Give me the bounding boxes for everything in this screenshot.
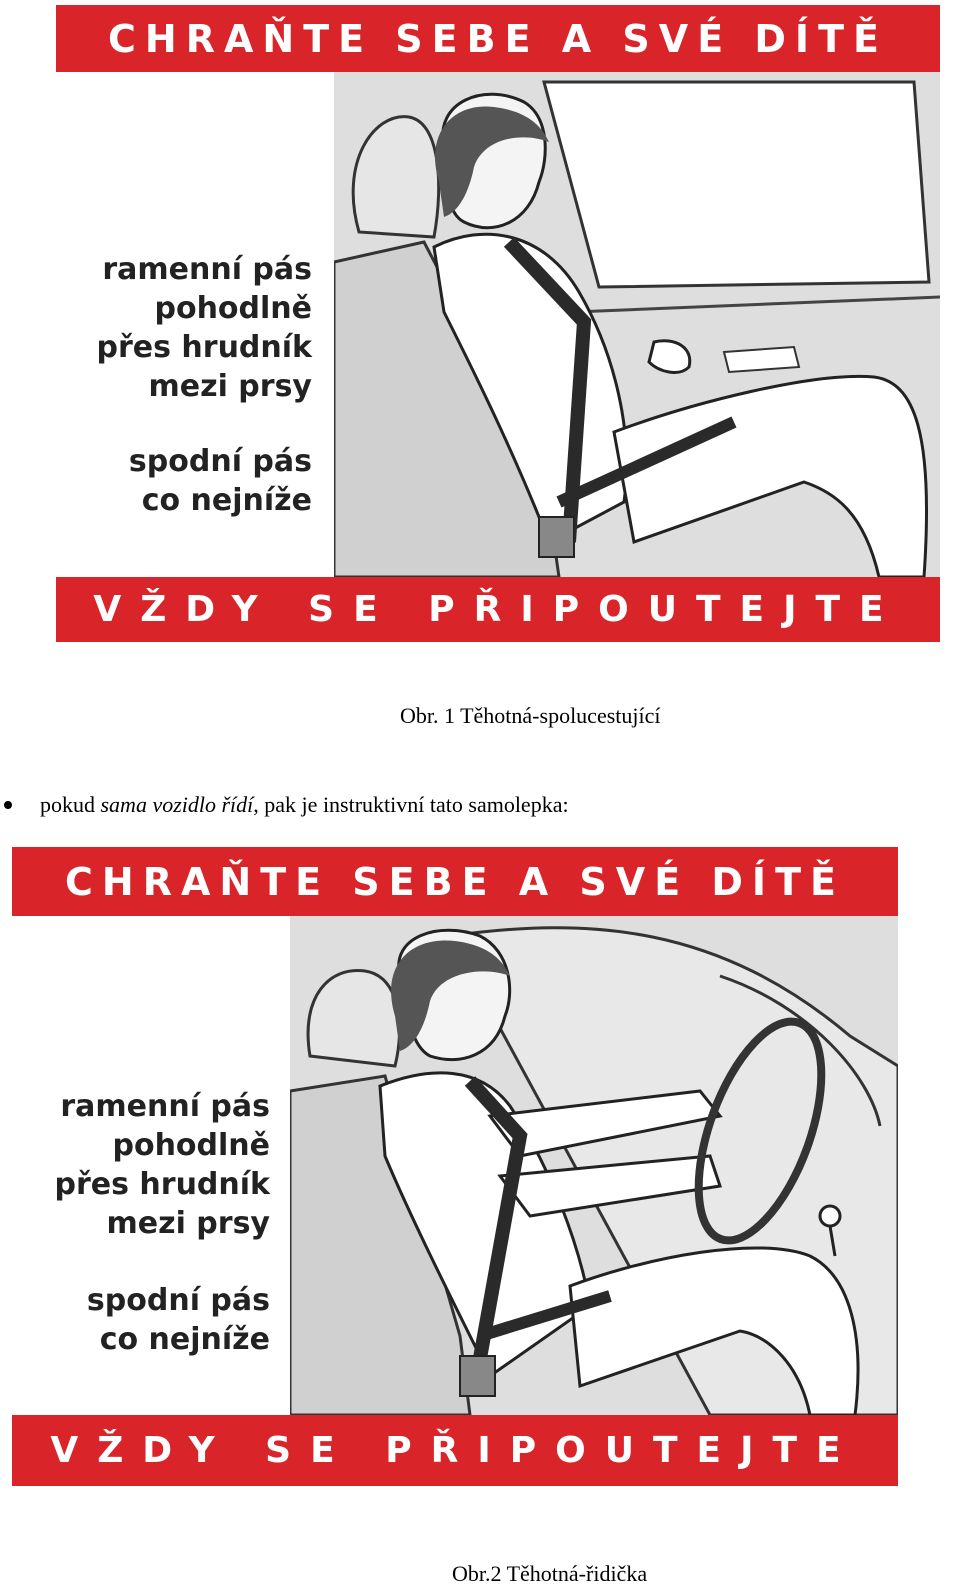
poster-driver — [12, 847, 898, 1486]
bullet-suffix: , pak je instruktivní tato samolepka: — [253, 792, 569, 817]
instruction-line: co nejníže — [99, 1322, 270, 1357]
instruction-gap — [66, 406, 312, 442]
instruction-line: pohodlně — [154, 291, 312, 326]
instruction-line: mezi prsy — [106, 1206, 270, 1241]
bullet-italic: sama vozidlo řídí — [100, 792, 254, 817]
pregnant-passenger-seatbelt-icon — [334, 72, 940, 577]
top-banner-text: CHRAŇTE SEBE A SVÉ DÍTĚ — [65, 859, 845, 904]
pregnant-driver-seatbelt-icon — [290, 916, 898, 1415]
belt-instructions — [22, 1087, 270, 1359]
top-banner — [56, 5, 940, 72]
bottom-banner-text: VŽDY SE PŘIPOUTEJTE — [50, 1430, 860, 1471]
top-banner — [12, 847, 898, 916]
bottom-banner — [56, 577, 940, 642]
instruction-line: přes hrudník — [96, 330, 312, 365]
bottom-banner — [12, 1415, 898, 1486]
poster-passenger — [56, 5, 940, 642]
instruction-line: co nejníže — [141, 483, 312, 518]
bullet-text — [40, 792, 569, 818]
instruction-line: pohodlně — [112, 1128, 270, 1163]
instruction-line: spodní pás — [128, 444, 312, 479]
belt-instructions — [66, 250, 312, 520]
bullet-icon — [4, 801, 12, 809]
instruction-line: ramenní pás — [60, 1089, 270, 1124]
top-banner-text: CHRAŇTE SEBE A SVÉ DÍTĚ — [108, 16, 888, 61]
figure-caption-2: Obr.2 Těhotná-řidička — [452, 1561, 648, 1586]
figure-caption-1: Obr. 1 Těhotná-spolucestující — [400, 703, 661, 728]
bottom-banner-text: VŽDY SE PŘIPOUTEJTE — [93, 589, 903, 630]
instruction-gap — [22, 1243, 270, 1281]
instruction-line: ramenní pás — [102, 252, 312, 287]
bullet-prefix: pokud — [40, 792, 101, 817]
instruction-line: mezi prsy — [148, 369, 312, 404]
instruction-line: přes hrudník — [54, 1167, 270, 1202]
instruction-line: spodní pás — [86, 1283, 270, 1318]
